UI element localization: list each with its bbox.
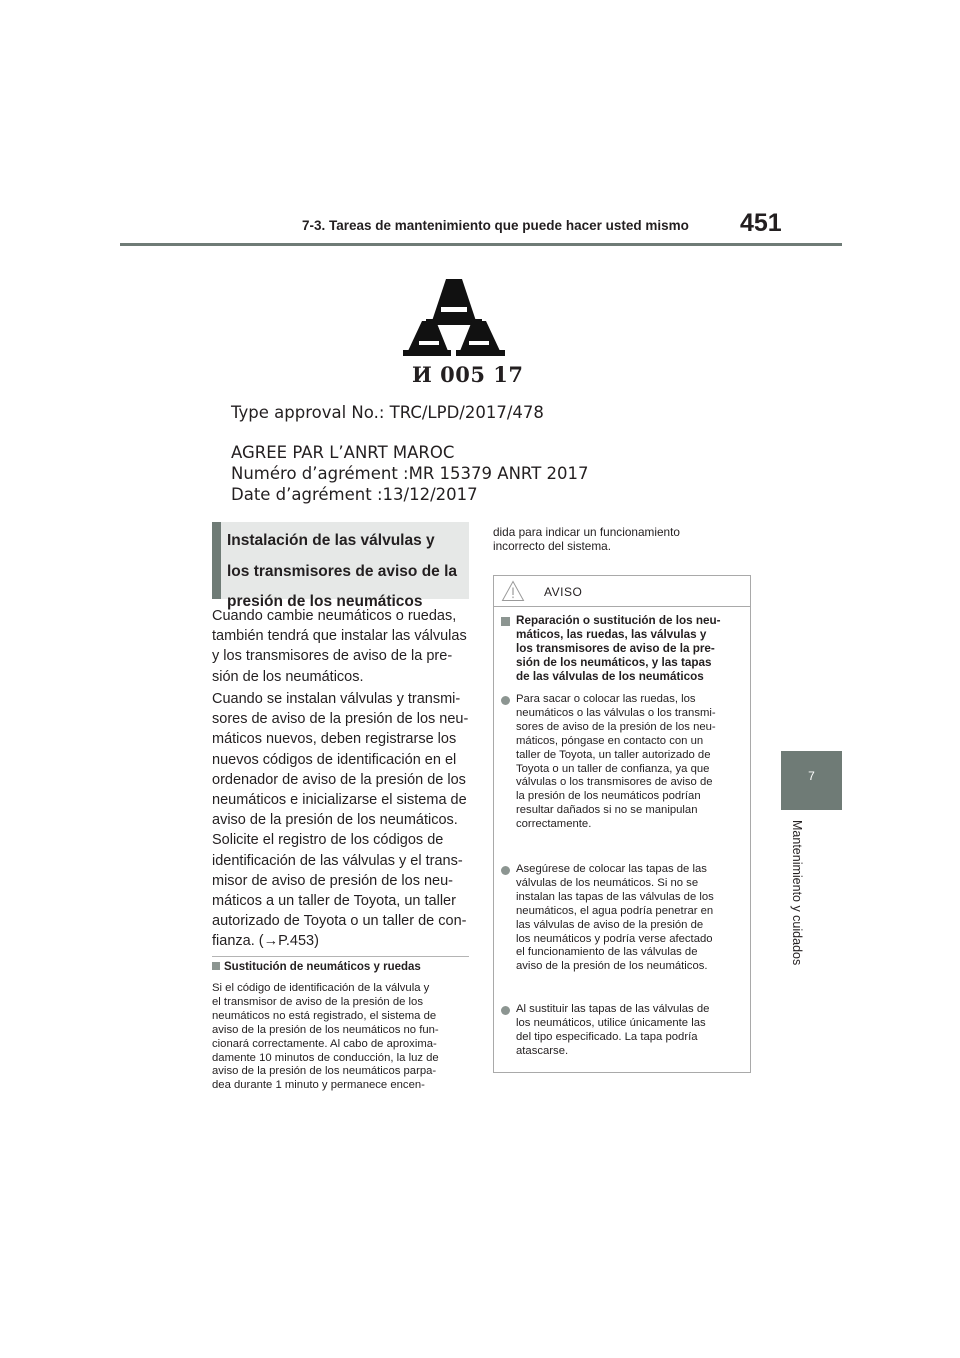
square-bullet-icon: [212, 962, 220, 970]
approval-number-line: Numéro d’agrément :MR 15379 ANRT 2017: [231, 464, 589, 483]
chapter-tab: [781, 751, 842, 810]
warning-header: [494, 576, 750, 607]
text-line: aviso de la presión de los neumáticos.: [212, 812, 458, 829]
warning-bullet: [501, 1003, 709, 1059]
text-line: identificación de las válvulas y el trans-: [212, 852, 463, 869]
text-line: del tipo especificado. La tapa podría: [516, 1030, 698, 1043]
text-line: damente 10 minutos de conducción, la luz de: [212, 1051, 439, 1064]
text-line: la presión de los neumáticos podrían: [516, 790, 701, 803]
warning-triangle-icon: [501, 580, 525, 602]
text-line: neumáticos e inicializarse el sistema de: [212, 792, 467, 809]
warning-title: [501, 614, 721, 684]
note-title-text: Sustitución de neumáticos y ruedas: [224, 961, 421, 973]
square-bullet-icon: [501, 617, 510, 626]
text-line: máticos, póngase en contacto con un: [516, 734, 704, 747]
text-line: válvulas de los neumáticos. Si no se: [516, 876, 699, 889]
chapter-title: Mantenimiento y cuidados: [790, 820, 804, 966]
running-header: 7-3. Tareas de mantenimiento que puede hacer usted mismo: [302, 218, 689, 233]
text-line: taller de Toyota, un taller autorizado de: [516, 748, 711, 761]
text-line: máticos, las ruedas, las válvulas y: [516, 627, 707, 641]
warning-label: AVISO: [544, 585, 583, 599]
text-line: dea durante 1 minuto y permanece encen-: [212, 1079, 425, 1092]
text-line: máticos nuevos, deben registrarse los: [212, 731, 457, 748]
paragraph-1: [212, 606, 470, 687]
text-line: los neumáticos y podría verse afectado: [516, 932, 713, 945]
text-line: Al sustituir las tapas de las válvulas de: [516, 1003, 710, 1015]
note-title: [212, 961, 421, 973]
text-line: los transmisores de aviso de la pre-: [516, 641, 715, 655]
text-line: Cuando cambie neumáticos o ruedas,: [212, 608, 457, 624]
text-line: y los transmisores de aviso de la pre-: [212, 648, 453, 665]
text-line: cionará correctamente. Al cabo de aproxima-: [212, 1037, 437, 1050]
text-line: Reparación o sustitución de los neu-: [516, 614, 721, 627]
warning-bullet: [501, 863, 714, 974]
certification-code: И 005 17: [412, 362, 524, 387]
text-line: nuevos códigos de identificación en el: [212, 751, 457, 768]
text-line: los neumáticos, utilice únicamente las: [516, 1016, 706, 1029]
text-line: Cuando se instalan válvulas y transmi-: [212, 691, 461, 707]
text-line: aviso de la presión de los neumáticos no fun-: [212, 1023, 439, 1036]
text-line: el funcionamiento de las válvulas de: [516, 946, 698, 959]
text-line: Toyota o un taller de confianza, ya que: [516, 762, 710, 775]
text-line: correctamente.: [516, 818, 592, 831]
text-line: el transmisor de aviso de la presión de los: [212, 995, 423, 1008]
paragraph-2: [212, 689, 470, 952]
text-line: de las válvulas de los neumáticos: [516, 669, 704, 683]
page-reference-line[interactable]: fianza. (→P.453): [212, 933, 319, 950]
warning-box: [493, 575, 751, 1073]
text-line: Para sacar o colocar las ruedas, los: [516, 693, 696, 705]
note-divider: [212, 956, 469, 957]
text-line: autorizado de Toyota o un taller de con-: [212, 913, 467, 930]
approval-date-line: Date d’agrément :13/12/2017: [231, 485, 478, 504]
text-line: aviso de la presión de los neumáticos parpa-: [212, 1065, 437, 1078]
round-bullet-icon: [501, 696, 510, 705]
agree-line: AGREE PAR L’ANRT MAROC: [231, 443, 455, 462]
text-line: Solicite el registro de los códigos de: [212, 832, 444, 849]
text-line: instalan las tapas de las válvulas de los: [516, 890, 714, 903]
text-line: neumáticos no está registrado, el sistema de: [212, 1009, 437, 1022]
text-line: ordenador de aviso de la presión de los: [212, 771, 466, 788]
text-line: dida para indicar un funcionamiento: [493, 525, 680, 539]
section-heading-line: los transmisores de aviso de la: [227, 562, 458, 580]
page-number: 451: [740, 209, 782, 237]
text-line: máticos a un taller de Toyota, un taller: [212, 893, 456, 910]
warning-bullet: [501, 693, 716, 832]
text-line: atascarse.: [516, 1044, 569, 1057]
text-line: Asegúrese de colocar las tapas de las: [516, 863, 707, 875]
note-continuation: [493, 525, 680, 553]
section-heading: [212, 522, 469, 610]
header-divider: [120, 243, 842, 246]
triangle-right: [460, 321, 500, 351]
text-line: neumáticos o las válvulas o los transmi-: [516, 706, 716, 719]
section-heading-line: Instalación de las válvulas y: [227, 532, 435, 549]
text-line: las válvulas de aviso de la presión de: [516, 918, 704, 931]
text-line: también tendrá que instalar las válvulas: [212, 628, 467, 645]
note-body: [212, 982, 439, 1093]
round-bullet-icon: [501, 1006, 510, 1015]
text-line: sores de aviso de la presión de los neu-: [516, 720, 716, 733]
text-line: Si el código de identificación de la válvula y: [212, 982, 430, 994]
text-line: sión de los neumáticos, y las tapas: [516, 655, 712, 669]
text-line: incorrecto del sistema.: [493, 539, 612, 553]
chapter-number: 7: [808, 769, 815, 783]
round-bullet-icon: [501, 866, 510, 875]
triangle-left: [408, 321, 448, 351]
text-line: válvulas o los transmisores de aviso de: [516, 776, 713, 789]
section-heading-line: presión de los neumáticos: [227, 593, 423, 610]
chapter-title-vertical: [790, 820, 822, 980]
text-line: resultar dañados si no se manipulan: [516, 804, 698, 817]
type-approval-number: Type approval No.: TRC/LPD/2017/478: [231, 403, 544, 422]
text-line: sión de los neumáticos.: [212, 668, 364, 685]
text-line: aviso de la presión de los neumáticos.: [516, 960, 708, 973]
triangle-top: [432, 279, 476, 321]
text-line: neumáticos, el agua podría penetrar en: [516, 904, 714, 917]
text-line: misor de aviso de presión de los neu-: [212, 872, 453, 889]
text-line: sores de aviso de la presión de los neu-: [212, 711, 469, 728]
